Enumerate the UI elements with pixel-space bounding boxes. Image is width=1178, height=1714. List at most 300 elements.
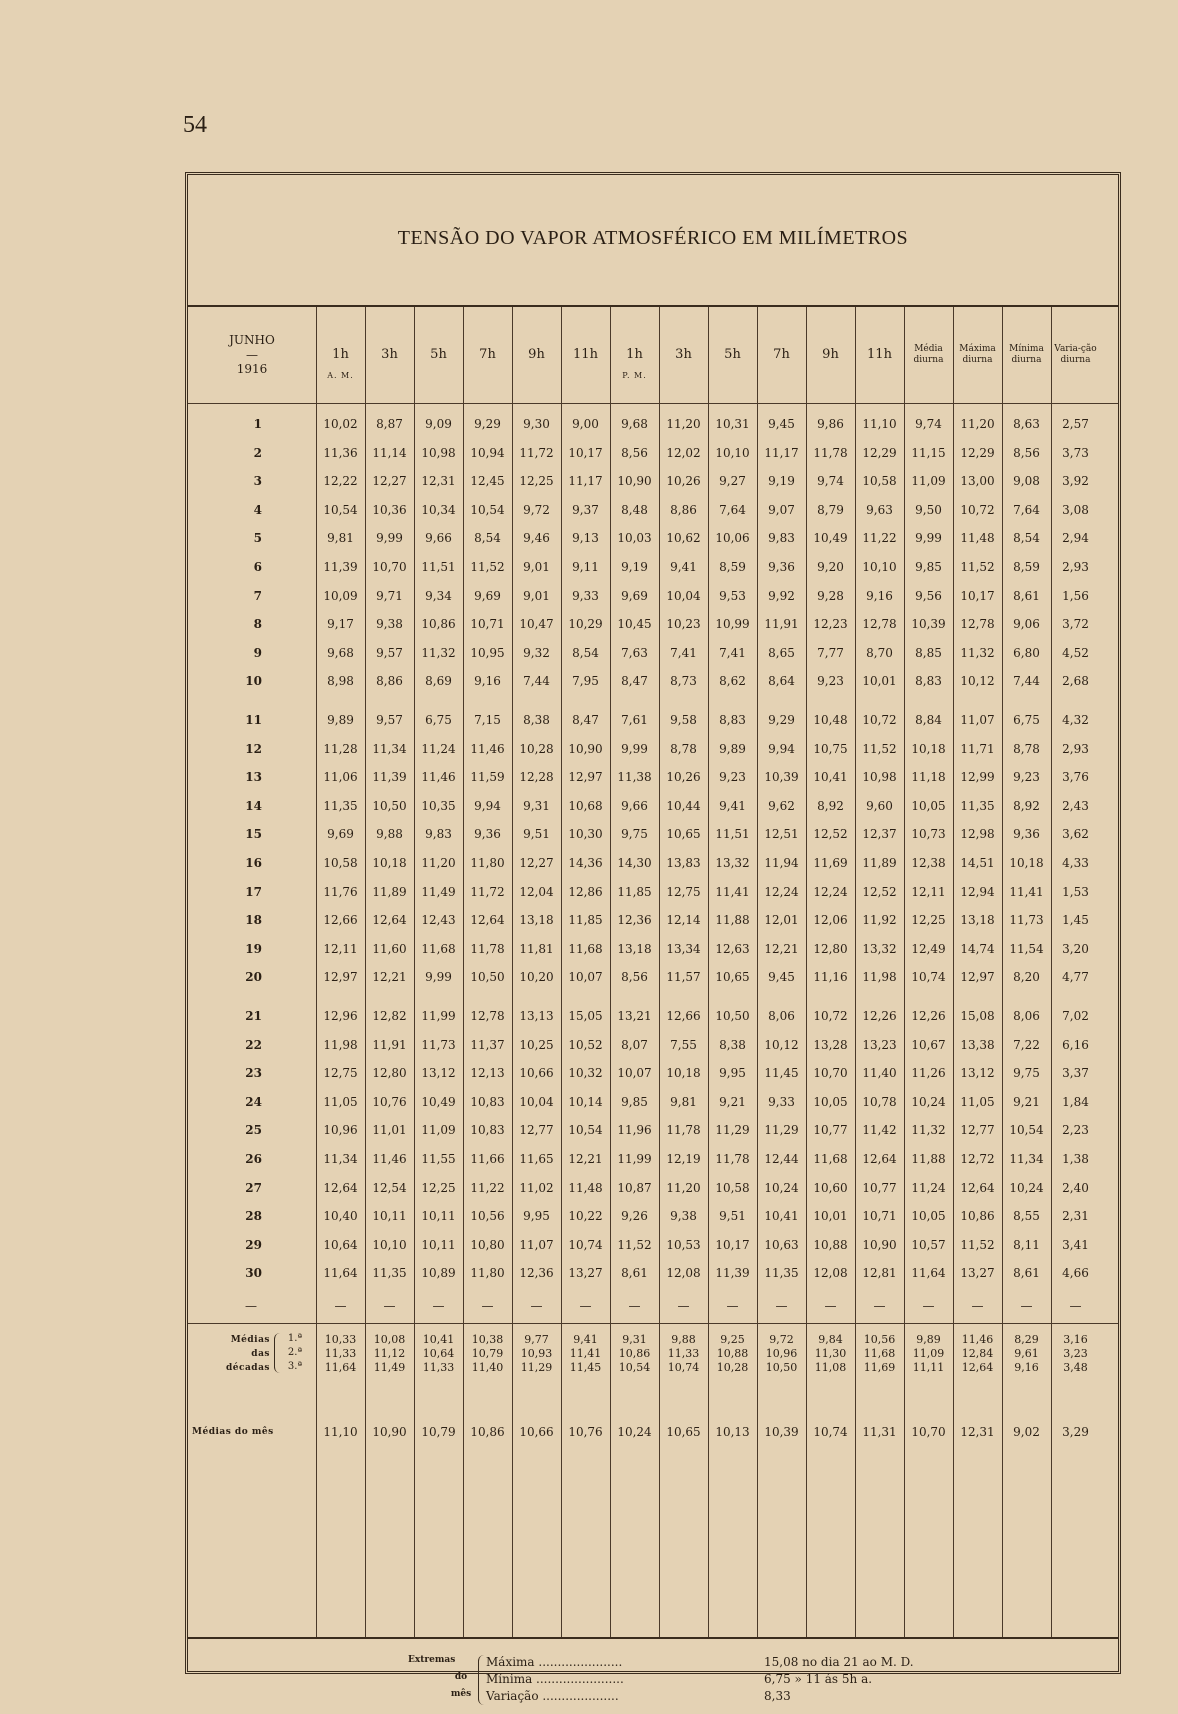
value-cell: 10,75 <box>813 741 848 756</box>
value-cell: 9,71 <box>376 588 403 603</box>
day-number: 23 <box>245 1066 262 1081</box>
value-cell: 10,50 <box>715 1009 750 1023</box>
value-cell: 10,89 <box>421 1266 456 1281</box>
value-cell: 8,62 <box>719 674 746 689</box>
dash-cell: — <box>383 1299 396 1313</box>
column-header-label: 1h <box>332 347 349 363</box>
value-cell: 11,85 <box>568 913 603 928</box>
value-cell: 11,76 <box>323 884 358 899</box>
value-cell: 11,37 <box>470 1037 505 1052</box>
value-cell: 8,59 <box>1013 560 1040 574</box>
value-cell: 10,09 <box>323 588 358 603</box>
value-cell: 12,64 <box>862 1152 897 1166</box>
value-cell: 9,13 <box>572 531 599 546</box>
value-cell: 9,30 <box>523 417 550 431</box>
decade-value: 11,12 <box>373 1347 406 1360</box>
value-cell: 10,66 <box>519 1066 554 1081</box>
value-cell: 9,57 <box>376 645 403 660</box>
value-cell: 9,69 <box>327 827 354 842</box>
decade-value: 10,79 <box>471 1347 504 1360</box>
value-cell: 11,78 <box>666 1123 701 1138</box>
value-cell: 11,39 <box>715 1266 750 1281</box>
value-cell: 10,58 <box>715 1180 750 1195</box>
value-cell: 11,80 <box>470 856 505 870</box>
value-cell: 9,88 <box>376 827 403 842</box>
column-header-label: 11h <box>867 347 892 363</box>
dash-cell: — <box>873 1299 886 1313</box>
month-mean-value: 11,31 <box>862 1425 897 1439</box>
value-cell: 12,36 <box>617 913 652 928</box>
column-header-label: 1h <box>626 347 643 363</box>
dash-cell: — <box>775 1299 788 1313</box>
value-cell: 11,34 <box>323 1152 358 1166</box>
extreme-name: Máxima ...................... <box>486 1655 623 1669</box>
value-cell: 11,64 <box>323 1266 358 1281</box>
value-cell: 10,26 <box>666 474 701 489</box>
value-cell: 14,74 <box>960 941 995 956</box>
value-cell: 12,19 <box>666 1152 701 1166</box>
column-header-label: Varia-ção diurna <box>1054 344 1097 365</box>
value-cell: 10,62 <box>666 531 701 546</box>
decade-value: 10,50 <box>765 1361 798 1374</box>
decade-value: 11,30 <box>814 1347 847 1360</box>
extreme-value: 15,08 no dia 21 ao M. D. <box>764 1655 914 1669</box>
value-cell: 11,68 <box>568 941 603 956</box>
decade-value: 9,77 <box>524 1333 549 1346</box>
value-cell: 3,73 <box>1062 445 1089 460</box>
value-cell: 10,23 <box>666 617 701 632</box>
value-cell: 9,95 <box>523 1209 550 1224</box>
value-cell: 10,56 <box>470 1209 505 1224</box>
value-cell: 9,26 <box>621 1209 648 1224</box>
value-cell: 8,78 <box>1013 741 1040 756</box>
column-header-sub: P. M. <box>622 371 647 380</box>
value-cell: 12,78 <box>470 1009 505 1023</box>
column-header <box>365 307 414 403</box>
value-cell: 11,41 <box>715 884 750 899</box>
decade-value: 11,29 <box>520 1361 553 1374</box>
value-cell: 9,23 <box>817 674 844 689</box>
value-cell: 11,91 <box>764 617 799 632</box>
decade-value: 11,64 <box>324 1361 357 1374</box>
value-cell: 11,35 <box>372 1266 407 1281</box>
column-header-label: Mínima diurna <box>1009 344 1044 365</box>
value-cell: 10,64 <box>323 1237 358 1252</box>
value-cell: 9,99 <box>376 531 403 546</box>
decade-value: 10,54 <box>618 1361 651 1374</box>
column-header-label: 7h <box>773 347 790 363</box>
value-cell: 9,27 <box>719 474 746 489</box>
day-number: 20 <box>245 970 262 985</box>
value-cell: 11,32 <box>911 1123 946 1138</box>
value-cell: 11,69 <box>813 856 848 870</box>
value-cell: 10,32 <box>568 1066 603 1081</box>
value-cell: 8,92 <box>817 798 844 813</box>
value-cell: 12,13 <box>470 1066 505 1081</box>
value-cell: 8,63 <box>1013 417 1040 431</box>
value-cell: 10,90 <box>568 741 603 756</box>
value-cell: 12,44 <box>764 1152 799 1166</box>
value-cell: 11,46 <box>470 741 505 756</box>
value-cell: 12,97 <box>568 770 603 785</box>
month-mean-value: 10,39 <box>764 1425 799 1439</box>
decade-means-label: décadas <box>225 1363 270 1373</box>
dash-cell: — <box>628 1299 641 1313</box>
column-header-label: Média diurna <box>913 344 944 365</box>
month-mean-value: 10,79 <box>421 1425 456 1439</box>
value-cell: 11,02 <box>519 1180 554 1195</box>
value-cell: 11,89 <box>862 856 897 870</box>
month-means-label: Médias do mês <box>192 1427 274 1437</box>
value-cell: 10,31 <box>715 417 750 431</box>
value-cell: 13,18 <box>960 913 995 928</box>
value-cell: 10,65 <box>666 827 701 842</box>
value-cell: 8,87 <box>376 417 403 431</box>
value-cell: 11,85 <box>617 884 652 899</box>
value-cell: 10,77 <box>813 1123 848 1138</box>
value-cell: 10,04 <box>666 588 701 603</box>
value-cell: 1,38 <box>1062 1152 1089 1166</box>
value-cell: 3,72 <box>1062 617 1089 632</box>
value-cell: 12,96 <box>323 1009 358 1023</box>
value-cell: 10,05 <box>813 1094 848 1109</box>
column-header-sub: A. M. <box>327 371 354 380</box>
value-cell: 12,25 <box>911 913 946 928</box>
value-cell: 6,16 <box>1062 1037 1089 1052</box>
day-number: 6 <box>253 560 262 574</box>
column-header-label: 5h <box>724 347 741 363</box>
value-cell: 10,11 <box>421 1237 456 1252</box>
value-cell: 11,96 <box>617 1123 652 1138</box>
value-cell: 11,07 <box>519 1237 554 1252</box>
value-cell: 11,46 <box>421 770 456 785</box>
column-header <box>1051 307 1100 403</box>
value-cell: 10,72 <box>813 1009 848 1023</box>
value-cell: 13,34 <box>666 941 701 956</box>
value-cell: 12,54 <box>372 1180 407 1195</box>
value-cell: 11,39 <box>323 560 358 574</box>
value-cell: 9,56 <box>915 588 942 603</box>
value-cell: 8,85 <box>915 645 942 660</box>
value-cell: 11,73 <box>1009 913 1044 928</box>
value-cell: 11,32 <box>421 645 456 660</box>
value-cell: 11,32 <box>960 645 995 660</box>
value-cell: 12,31 <box>421 474 456 489</box>
value-cell: 10,98 <box>421 445 456 460</box>
value-cell: 10,71 <box>862 1209 897 1224</box>
day-number: 18 <box>245 913 262 928</box>
value-cell: 10,49 <box>813 531 848 546</box>
value-cell: 9,68 <box>327 645 354 660</box>
extreme-name: Variação .................... <box>486 1689 619 1703</box>
dash-cell: — <box>677 1299 690 1313</box>
value-cell: 10,67 <box>911 1037 946 1052</box>
value-cell: 11,46 <box>372 1152 407 1166</box>
value-cell: 13,13 <box>519 1009 554 1023</box>
decade-value: 3,48 <box>1063 1361 1088 1374</box>
value-cell: 8,86 <box>376 674 403 689</box>
column-header-label: 9h <box>528 347 545 363</box>
value-cell: 9,62 <box>768 798 795 813</box>
value-cell: 9,19 <box>621 560 648 574</box>
value-cell: 15,08 <box>960 1009 995 1023</box>
value-cell: 10,73 <box>911 827 946 842</box>
value-cell: 11,52 <box>960 1237 995 1252</box>
value-cell: 10,63 <box>764 1237 799 1252</box>
value-cell: 12,26 <box>862 1009 897 1023</box>
extreme-value: 6,75 » 11 ás 5h a. <box>764 1672 873 1686</box>
value-cell: 11,17 <box>764 445 799 460</box>
value-cell: 8,83 <box>915 674 942 689</box>
value-cell: 9,99 <box>621 741 648 756</box>
decade-value: 9,72 <box>769 1333 794 1346</box>
value-cell: 7,44 <box>523 674 550 689</box>
value-cell: 10,96 <box>323 1123 358 1138</box>
value-cell: 2,31 <box>1062 1209 1089 1224</box>
day-number: 1 <box>253 417 262 431</box>
value-cell: 7,41 <box>719 645 746 660</box>
value-cell: 12,36 <box>519 1266 554 1281</box>
value-cell: 10,80 <box>470 1237 505 1252</box>
value-cell: 9,69 <box>621 588 648 603</box>
value-cell: 11,88 <box>715 913 750 928</box>
value-cell: 11,60 <box>372 941 407 956</box>
value-cell: 10,41 <box>764 1209 799 1224</box>
value-cell: 7,15 <box>474 713 501 727</box>
value-cell: 11,54 <box>1009 941 1044 956</box>
day-number: 25 <box>245 1123 262 1138</box>
value-cell: 9,21 <box>719 1094 746 1109</box>
day-number: 14 <box>245 798 262 813</box>
value-cell: 9,01 <box>523 588 550 603</box>
value-cell: 10,54 <box>1009 1123 1044 1138</box>
value-cell: 8,55 <box>1013 1209 1040 1224</box>
value-cell: 11,89 <box>372 884 407 899</box>
value-cell: 4,52 <box>1062 645 1089 660</box>
value-cell: 11,35 <box>764 1266 799 1281</box>
decade-value: 11,49 <box>373 1361 406 1374</box>
value-cell: 9,45 <box>768 970 795 985</box>
value-cell: 10,58 <box>862 474 897 489</box>
month-mean-value: 10,66 <box>519 1425 554 1439</box>
value-cell: 12,75 <box>666 884 701 899</box>
month-mean-value: 10,70 <box>911 1425 946 1439</box>
value-cell: 9,28 <box>817 588 844 603</box>
value-cell: 7,61 <box>621 713 648 727</box>
value-cell: 9,06 <box>1013 617 1040 632</box>
value-cell: 13,18 <box>519 913 554 928</box>
value-cell: 9,17 <box>327 617 354 632</box>
header-year: 1916 <box>236 362 268 377</box>
value-cell: 11,92 <box>862 913 897 928</box>
value-cell: 2,68 <box>1062 674 1089 689</box>
month-mean-value: 3,29 <box>1062 1425 1089 1439</box>
value-cell: 9,11 <box>572 560 599 574</box>
page-number: 54 <box>183 112 207 138</box>
value-cell: 10,05 <box>911 1209 946 1224</box>
header-month: JUNHO <box>229 333 275 348</box>
dash-cell: — <box>432 1299 445 1313</box>
value-cell: 11,78 <box>813 445 848 460</box>
value-cell: 9,89 <box>719 741 746 756</box>
day-number: 28 <box>245 1209 262 1224</box>
value-cell: 9,38 <box>376 617 403 632</box>
value-cell: 15,05 <box>568 1009 603 1023</box>
decade-value: 9,84 <box>818 1333 843 1346</box>
value-cell: 10,50 <box>470 970 505 985</box>
value-cell: 10,87 <box>617 1180 652 1195</box>
decade-value: 10,56 <box>863 1333 896 1346</box>
value-cell: 8,61 <box>1013 1266 1040 1281</box>
month-mean-value: 10,86 <box>470 1425 505 1439</box>
value-cell: 11,01 <box>372 1123 407 1138</box>
value-cell: 12,21 <box>764 941 799 956</box>
value-cell: 10,90 <box>617 474 652 489</box>
value-cell: 9,69 <box>474 588 501 603</box>
value-cell: 12,29 <box>862 445 897 460</box>
value-cell: 11,48 <box>960 531 995 546</box>
value-cell: 11,24 <box>421 741 456 756</box>
value-cell: 9,51 <box>719 1209 746 1224</box>
month-mean-value: 10,74 <box>813 1425 848 1439</box>
value-cell: 12,21 <box>372 970 407 985</box>
column-header-label: Máxima diurna <box>959 344 996 365</box>
column-header <box>414 307 463 403</box>
value-cell: 11,28 <box>323 741 358 756</box>
value-cell: 12,38 <box>911 856 946 870</box>
value-cell: 12,01 <box>764 913 799 928</box>
day-number: 11 <box>245 713 262 727</box>
value-cell: 10,54 <box>470 502 505 517</box>
value-cell: 9,36 <box>1013 827 1040 842</box>
value-cell: 12,66 <box>323 913 358 928</box>
value-cell: 10,83 <box>470 1094 505 1109</box>
value-cell: 12,52 <box>862 884 897 899</box>
dash-cell: — <box>1020 1299 1033 1313</box>
decade-value: 9,61 <box>1014 1347 1039 1360</box>
value-cell: 9,94 <box>474 798 501 813</box>
value-cell: 2,40 <box>1062 1180 1089 1195</box>
value-cell: 11,18 <box>911 770 946 785</box>
table-title: TENSÃO DO VAPOR ATMOSFÉRICO EM MILÍMETROS <box>397 227 909 249</box>
value-cell: 12,04 <box>519 884 554 899</box>
value-cell: 10,11 <box>421 1209 456 1224</box>
value-cell: 2,94 <box>1062 531 1089 546</box>
value-cell: 3,62 <box>1062 827 1089 842</box>
value-cell: 3,41 <box>1062 1237 1089 1252</box>
value-cell: 9,19 <box>768 474 795 489</box>
column-header <box>316 307 365 403</box>
column-header-label: 3h <box>381 347 398 363</box>
value-cell: 11,73 <box>421 1037 456 1052</box>
month-mean-value: 10,65 <box>666 1425 701 1439</box>
value-cell: 9,32 <box>523 645 550 660</box>
value-cell: 12,45 <box>470 474 505 489</box>
value-cell: 8,56 <box>1013 445 1040 460</box>
value-cell: 12,97 <box>960 970 995 985</box>
dash-cell: — <box>481 1299 494 1313</box>
dash-cell: — <box>1069 1299 1082 1313</box>
value-cell: 11,49 <box>421 884 456 899</box>
value-cell: 10,10 <box>862 560 897 574</box>
value-cell: 12,77 <box>960 1123 995 1138</box>
value-cell: 11,59 <box>470 770 505 785</box>
value-cell: 8,92 <box>1013 798 1040 813</box>
month-mean-value: 12,31 <box>960 1425 995 1439</box>
decade-brace <box>274 1333 281 1373</box>
value-cell: 8,79 <box>817 502 844 517</box>
value-cell: 10,78 <box>862 1094 897 1109</box>
value-cell: 10,52 <box>568 1037 603 1052</box>
decade-means-label: Médias <box>230 1335 270 1345</box>
value-cell: 11,98 <box>862 970 897 985</box>
value-cell: 6,75 <box>1013 713 1040 727</box>
value-cell: 10,40 <box>323 1209 358 1224</box>
dash-cell: — <box>245 1299 257 1313</box>
value-cell: 10,88 <box>813 1237 848 1252</box>
value-cell: 12,21 <box>568 1152 603 1166</box>
value-cell: 10,50 <box>372 798 407 813</box>
decade-value: 10,93 <box>520 1347 553 1360</box>
decade-value: 10,74 <box>667 1361 700 1374</box>
value-cell: 10,11 <box>372 1209 407 1224</box>
value-cell: 12,81 <box>862 1266 897 1281</box>
value-cell: 11,51 <box>421 560 456 574</box>
value-cell: 9,34 <box>425 588 452 603</box>
value-cell: 9,58 <box>670 713 697 727</box>
dash-cell: — <box>334 1299 347 1313</box>
value-cell: 12,08 <box>813 1266 848 1281</box>
value-cell: 10,41 <box>813 770 848 785</box>
value-cell: 11,57 <box>666 970 701 985</box>
value-cell: 9,83 <box>425 827 452 842</box>
value-cell: 2,43 <box>1062 798 1089 813</box>
value-cell: 9,23 <box>1013 770 1040 785</box>
value-cell: 13,00 <box>960 474 995 489</box>
column-header <box>659 307 708 403</box>
value-cell: 9,01 <box>523 560 550 574</box>
value-cell: 12,82 <box>372 1009 407 1023</box>
value-cell: 3,20 <box>1062 941 1089 956</box>
value-cell: 11,80 <box>470 1266 505 1281</box>
decade-value: 9,41 <box>573 1333 598 1346</box>
value-cell: 8,07 <box>621 1037 648 1052</box>
column-header-label: 7h <box>479 347 496 363</box>
value-cell: 9,85 <box>915 560 942 574</box>
value-cell: 9,23 <box>719 770 746 785</box>
value-cell: 12,24 <box>813 884 848 899</box>
value-cell: 10,39 <box>764 770 799 785</box>
value-cell: 12,23 <box>813 617 848 632</box>
value-cell: 12,66 <box>666 1009 701 1023</box>
value-cell: 8,65 <box>768 645 795 660</box>
value-cell: 11,29 <box>764 1123 799 1138</box>
value-cell: 11,09 <box>911 474 946 489</box>
value-cell: 8,47 <box>572 713 599 727</box>
value-cell: 10,44 <box>666 798 701 813</box>
value-cell: 11,26 <box>911 1066 946 1081</box>
column-header <box>561 307 610 403</box>
value-cell: 8,69 <box>425 674 452 689</box>
value-cell: 12,49 <box>911 941 946 956</box>
value-cell: 2,23 <box>1062 1123 1089 1138</box>
decade-value: 11,46 <box>961 1333 994 1346</box>
value-cell: 12,51 <box>764 827 799 842</box>
value-cell: 7,41 <box>670 645 697 660</box>
value-cell: 11,64 <box>911 1266 946 1281</box>
value-cell: 9,63 <box>866 502 893 517</box>
decade-value: 3,16 <box>1063 1333 1088 1346</box>
